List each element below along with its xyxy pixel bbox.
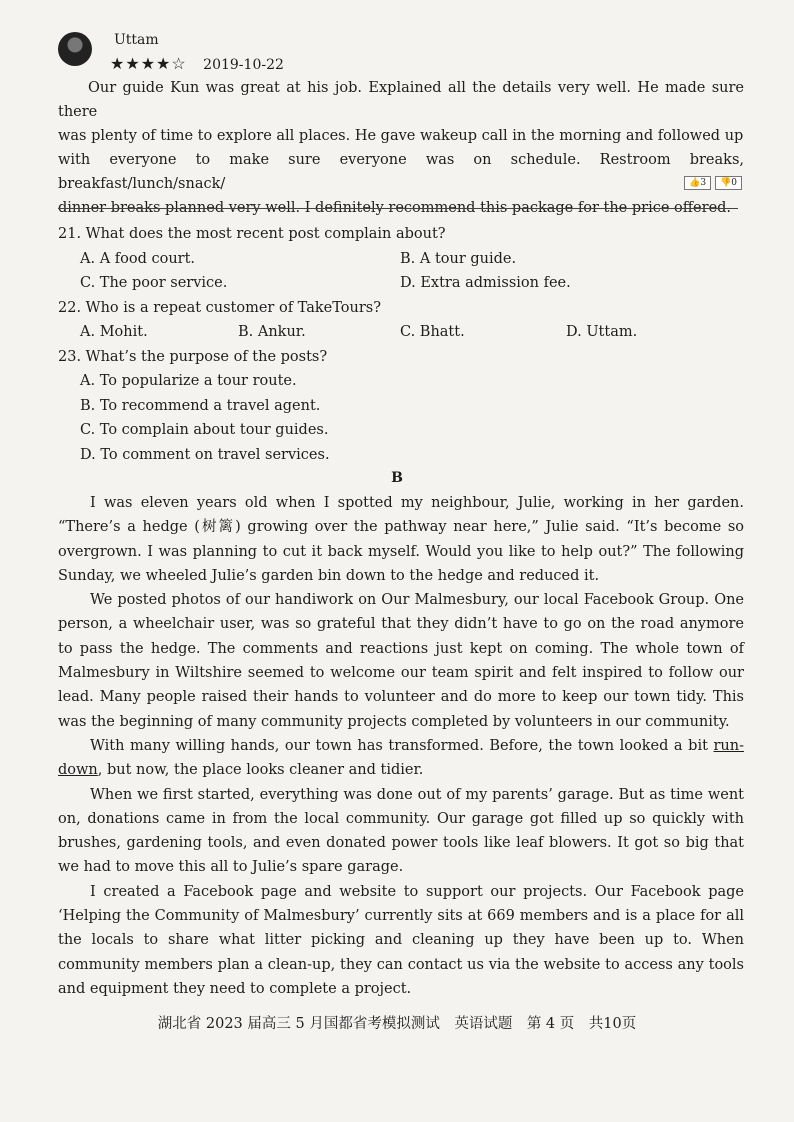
option-d: D. Extra admission fee. [400, 275, 571, 291]
vote-buttons [684, 176, 742, 190]
review-line: was plenty of time to explore all places. He gave wakeup call in the morning and followed up [58, 128, 744, 144]
question-22: 22. Who is a repeat customer of TakeTours? [58, 299, 382, 316]
option-a: A. A food court. [80, 250, 196, 267]
rating-row [110, 54, 284, 73]
option-b: B. Ankur. [238, 324, 306, 340]
review-text [58, 76, 744, 220]
review-date: 2019-10-22 [203, 57, 284, 73]
option-c: C. The poor service. [80, 275, 228, 291]
option-c: C. Bhatt. [400, 324, 465, 340]
star-rating: ★★★★☆ [110, 54, 187, 73]
underlined-word: run-down [58, 737, 744, 779]
section-heading: B [391, 470, 403, 486]
option-c: C. To complain about tour guides. [80, 422, 329, 438]
unhelpful-count: 0 [731, 178, 737, 188]
passage-paragraph [58, 734, 744, 783]
review-line: with everyone to make sure everyone was on schedule. Restroom breaks, breakfast/lunch/snack/ [58, 152, 744, 192]
page-footer: 湖北省 2023 届高三 5 月国都省考模拟测试 英语试题 第 4 页 共10页 [157, 1016, 637, 1032]
option-b: B. A tour guide. [400, 250, 517, 267]
helpful-count: 3 [700, 178, 707, 188]
options-row [58, 271, 744, 296]
passage-paragraph: When we first started, everything was done out of my parents’ garage. But as time went on, donations came in from the local community. Our garage got filled up so quickly with brushes, gardening tools, and even donated power tools like leaf blowers. It got so big that we had to move this all to Julie’s spare garage. [58, 786, 744, 876]
option-d: D. Uttam. [566, 324, 638, 340]
section-divider [58, 208, 738, 209]
thumbs-down-button[interactable] [715, 176, 742, 190]
option-a: A. To popularize a tour route. [80, 373, 297, 389]
question-21: 21. What does the most recent post complain about? [58, 226, 446, 242]
option-d: D. To comment on travel services. [80, 446, 330, 463]
reviewer-name: Uttam [114, 32, 159, 48]
user-avatar [58, 32, 92, 66]
reading-passage [58, 491, 744, 1001]
thumbs-up-icon: 👍 [689, 178, 701, 188]
passage-paragraph: We posted photos of our handiwork on Our Malmesbury, our local Facebook Group. One person, a wheelchair user, was so grateful that they didn’t have to go on the road anymore to pass the hedge. The comments and reactions just kept on coming. The whole town of Malmesbury in Wiltshire seemed to welcome our team spirit and felt inspired to follow our lead. Many people raised their hands to volunteer and do more to keep our town tidy. This was the beginning of many community projects completed by volunteers in our community. [58, 592, 744, 730]
passage-paragraph: I was eleven years old when I spotted my neighbour, Julie, working in her garden. “There’s a hedge (树篱) growing over the pathway near here,” Julie said. “It’s become so overgrown. I was planning to cut it back myself. Would you like to help out?” The following Sunday, we wheeled Julie’s garden bin down to the hedge and reduced it. [58, 495, 744, 584]
review-line: dinner breaks planned very well. I definitely recommend this package for the price offered. [58, 200, 732, 216]
options-row [58, 320, 744, 345]
option-a: A. Mohit. [80, 324, 148, 340]
paragraph-text: With many willing hands, our town has transformed. Before, the town looked a bit [90, 737, 714, 754]
paragraph-text: , but now, the place looks cleaner and tidier. [97, 762, 424, 779]
thumbs-up-button[interactable] [684, 176, 711, 190]
option-b: B. To recommend a travel agent. [80, 397, 321, 414]
options-row [58, 247, 744, 272]
review-line: Our guide Kun was great at his job. Explained all the details very well. He made sure there [58, 80, 744, 120]
questions-block [58, 222, 744, 467]
passage-paragraph: I created a Facebook page and website to support our projects. Our Facebook page ‘Helping the Community of Malmesbury’ currently sits at 669 members and is a place for all the locals to share what litter picking and cleaning up they have been up to. When community members plan a clean-up, they can contact us via the website to access any tools and equipment they need to complete a project. [58, 883, 744, 997]
thumbs-down-icon: 👎 [720, 178, 732, 188]
question-23: 23. What’s the purpose of the posts? [58, 348, 328, 365]
